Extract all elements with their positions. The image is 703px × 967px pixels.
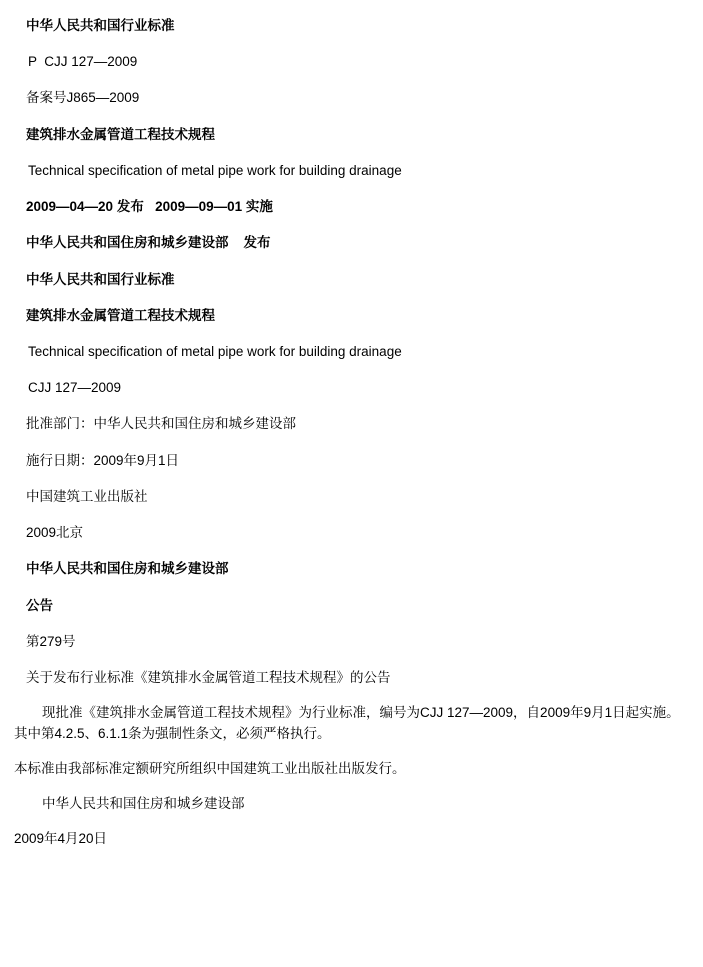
title-en-second: Technical specification of metal pipe work for building drainage	[28, 343, 402, 359]
title-en: Technical specification of metal pipe work for building drainage	[28, 162, 402, 178]
issue-implement-dates: 2009—04—20 发布 2009—09—01 实施	[26, 199, 273, 215]
signature-ministry: 中华人民共和国住房和城乡建设部	[42, 795, 245, 811]
announcement-heading: 公告	[26, 597, 53, 613]
title-cn: 建筑排水金属管道工程技术规程	[26, 126, 215, 142]
announcement-subject: 关于发布行业标准《建筑排水金属管道工程技术规程》的公告	[26, 669, 391, 685]
signature-date: 2009年4月20日	[14, 830, 108, 846]
approval-paragraph: 现批准《建筑排水金属管道工程技术规程》为行业标准，编号为CJJ 127—2009，自2009年9月1日起实施。其中第4.2.5、6.1.1条为强制性条文，必须严格执行。	[14, 705, 680, 742]
announcement-number: 第279号	[26, 633, 76, 649]
publisher: 中国建筑工业出版社	[26, 488, 148, 504]
publish-place-year: 2009北京	[26, 525, 84, 541]
title-cn-second: 建筑排水金属管道工程技术规程	[26, 307, 215, 323]
standard-category-second: 中华人民共和国行业标准	[26, 271, 175, 287]
issuing-authority: 中华人民共和国住房和城乡建设部 发布	[26, 235, 271, 251]
record-number: 备案号J865—2009	[26, 90, 140, 106]
ministry-name: 中华人民共和国住房和城乡建设部	[26, 561, 229, 577]
standard-code: P CJJ 127—2009	[28, 54, 138, 70]
standard-category: 中华人民共和国行业标准	[26, 18, 175, 33]
standard-code-second: CJJ 127—2009	[28, 380, 122, 396]
publication-paragraph: 本标准由我部标准定额研究所组织中国建筑工业出版社出版发行。	[14, 761, 406, 776]
effective-date: 施行日期：2009年9月1日	[26, 452, 180, 468]
approval-department: 批准部门：中华人民共和国住房和城乡建设部	[26, 416, 296, 432]
